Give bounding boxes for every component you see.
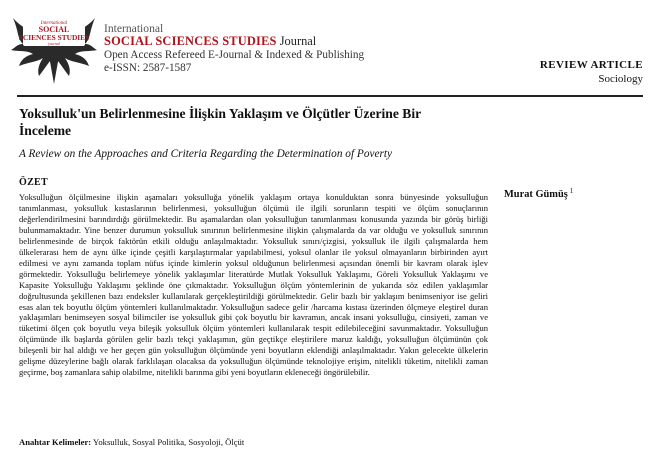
journal-name-red: SOCIAL SCIENCES STUDIES bbox=[104, 34, 277, 49]
journal-access-line: Open Access Refereed E-Journal & Indexed & Publishing bbox=[104, 48, 365, 61]
article-type: REVIEW ARTICLE bbox=[539, 59, 643, 71]
article-title: Yoksulluk'un Belirlenmesine İlişkin Yaklaşım ve Ölçütler Üzerine Bir İnceleme bbox=[19, 106, 421, 138]
article-field: Sociology bbox=[598, 73, 643, 85]
article-type-block bbox=[540, 58, 643, 86]
author-name: Murat Gümüş bbox=[504, 189, 568, 200]
journal-line-international: International bbox=[104, 22, 164, 35]
journal-name-suffix: Journal bbox=[276, 34, 317, 49]
journal-logo bbox=[9, 4, 99, 86]
keywords-text: Yoksulluk, Sosyal Politika, Sosyoloji, Ölçüt bbox=[93, 437, 245, 447]
keywords bbox=[19, 437, 244, 447]
abstract-text: Yoksulluğun ölçülmesine ilişkin aşamaları yoksulluğa yönelik yaklaşım ortaya konulduktan sonra bünyesinde yoksulluğun tanımlanması, yoksulluk kıstaslarının belirlenmesi, yoksulluğun ölçümü ile ilgili sorunların tespiti ve ölçüm sonuçlarının değerlendirilmesini barındırdığı görülmektedir. Bu aşamalardan olan yoksulluğun tanımlanması konusunda yazında bir görüş birliği bulunmamaktadır. Yine benzer durumun yoksulluk sınırının belirlenmesine ilişkin çalışmalarda da var olduğu ve yoksulluk sınırının belirlenmesinde de birçok faktörün etkili olduğu anlaşılmaktadır. Yoksulluk sınırı/çizgisi, yoksulluk ile ilgili çalışmalarda hem ülkelerarası hem de aynı ülke içinde çeşitli karşılaştırmalar yapılabilmesi, yoksul olanlar ile yoksul olmayanların birbirinden ayırt edilmesi ve aynı zamanda toplam nüfus içinde kimlerin yoksul olduğunun belirlenmesi açısından önemli bir kavram olarak işlev görmektedir. Yoksulluğu belirlemeye yönelik yaklaşımlar literatürde Mutlak Yoksulluk Yaklaşımı, Göreli Yoksulluk Yaklaşımı ve Kapasite Yoksulluğu Yaklaşımı şeklinde öne çıkmaktadır. Yoksulluğun ölçüm yöntemlerinin de yukarıda söz edilen yaklaşımlar doğrultusunda şekillenen bazı endeksler kullanılarak gerçekleştirildiği görülmektedir. Gelir bazlı bir yaklaşım benimseniyor ise geliri esas alan tek boyutlu ölçüm yöntemleri kullanılmaktadır. Yoksulluğun sadece gelir /harcama kıstası üzerinden ölçmeye eleştirel duran yaklaşımları benimseyen sosyal bilimciler ise yoksulluk gibi çok boyutlu bir kavramın, ancak insani yoksulluğu, cinsiyeti, zaman ve tüketimi ölçen çok boyutlu veya bileşik yoksulluk ölçüm yöntemleri kullanılarak tespit edilebileceğini savunmaktadır. Yoksulluğun ölçümünde ilk başlarda görülen gelir bazlı tekçi yaklaşımın, gün geçtikçe eleştirilere maruz kaldığı, yoksulluğun ölçümünün çok bileşenli bir hal aldığı ve her geçen gün yoksulluğun ölçümünde yeni boyutların eklendiği anlaşılmaktadır. Yakın gelecekte ülkelerin gelişme düzeylerine bağlı olarak farklılaşan olacaksa da yoksulluğun ölçümünde teknolojiye erişim, nitelikli tüketim, nitelikli zaman geçirme, boş zamanlara sahip olabilme, nitelikli barınma gibi yeni boyutların ekleneceği öngörülebilir. bbox=[19, 192, 488, 378]
header-divider bbox=[17, 95, 643, 97]
phoenix-logo-icon bbox=[9, 4, 99, 86]
journal-header bbox=[104, 22, 364, 75]
article-subtitle: A Review on the Approaches and Criteria Regarding the Determination of Poverty bbox=[19, 148, 393, 160]
journal-name bbox=[104, 35, 364, 48]
keywords-label: Anahtar Kelimeler: bbox=[19, 437, 92, 447]
abstract-heading: ÖZET bbox=[19, 177, 48, 188]
svg-text:International: International bbox=[40, 21, 68, 26]
svg-text:SOCIAL: SOCIAL bbox=[38, 25, 70, 34]
svg-text:SCIENCES STUDIES: SCIENCES STUDIES bbox=[18, 33, 90, 42]
author bbox=[504, 187, 573, 200]
journal-issn: e-ISSN: 2587-1587 bbox=[104, 61, 192, 74]
svg-text:journal: journal bbox=[48, 41, 60, 46]
author-affiliation: 1 bbox=[569, 187, 574, 195]
